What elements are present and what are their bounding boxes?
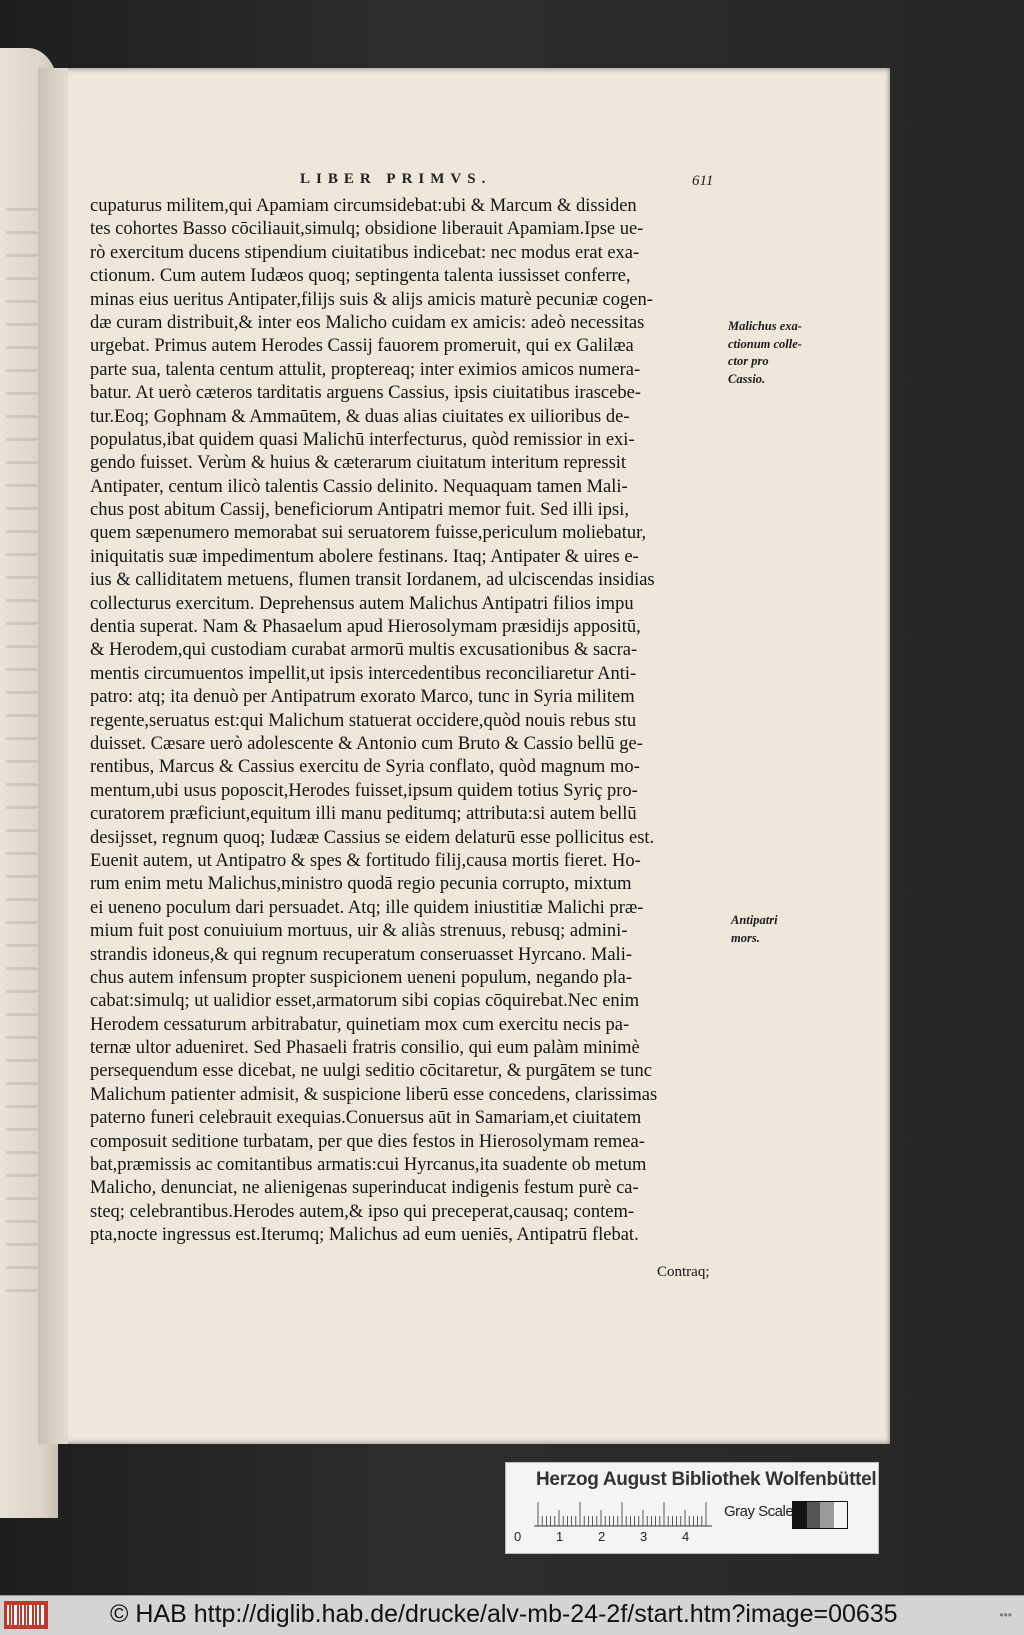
text-line: dæ curam distribuit,& inter eos Malicho cuidam ex amicis: adeò necessitas [90,312,645,333]
text-line: Antipater, centum ilicò talentis Cassio delinito. Nequaquam tamen Mali- [90,476,628,497]
text-line: desijsset, regnum quoq; Iudææ Cassius se eidem delaturū esse pollicitus est. [90,827,655,848]
text-line: Euenit autem, ut Antipatro & spes & fortitudo filij,causa mortis fieret. Ho- [90,850,641,871]
viewer-footer [0,1595,1024,1635]
gray-swatch-cell [834,1502,848,1528]
margin-note-line: Antipatri [731,913,778,927]
text-line: Herodem cessaturum arbitrabatur, quinetiam mox cum exercitu necis pa- [90,1014,630,1035]
text-line: rum enim metu Malichus,ministro quodā regio pecunia corrupto, mixtum [90,874,632,895]
text-line: duisset. Cæsare uerò adolescente & Antonio cum Bruto & Cassio bellū ge- [90,733,643,754]
text-line: pta,nocte ingressus est.Iterumq; Malichus ad eum ueniēs, Antipatrū flebat. [90,1225,639,1246]
text-line: ctionum. Cum autem Iudæos quoq; septingenta talenta iussisset conferre, [90,266,631,287]
margin-note-line: mors. [731,930,760,945]
text-line: populatus,ibat quidem quasi Malichū interfecturus, quòd remissior in exi- [90,429,635,450]
text-line: ei ueneno poculum dari persuadet. Atq; ille quidem iniustitiæ Malichi præ- [90,897,644,918]
color-calibration-card [505,1462,879,1554]
ruler-number: 3 [640,1529,648,1544]
text-line: gendo fuisset. Verùm & huius & cæterarum ciuitatum interitum repressit [90,453,627,474]
margin-note-antipatri [731,912,778,947]
text-line: rò exercitum ducens stipendium ciuitatibus indicebat: nec modus erat exa- [90,242,640,263]
margin-note-line: ctionum colle- [728,336,802,351]
text-line: & Herodem,qui custodiam curabat armorū multis excusationibus & sacra- [90,640,638,661]
text-line: Malicho, denunciat, ne alienigenas superinducat indigenis festum purè ca- [90,1178,639,1199]
body-text [90,195,726,1248]
gray-scale-label: Gray Scale [724,1503,794,1520]
text-line: steq; celebrantibus.Herodes autem,& ipso qui preceperat,causaq; contem- [90,1201,635,1222]
gray-scale-swatch [792,1501,848,1529]
text-line: cupaturus militem,qui Apamiam circumsidebat:ubi & Marcum & dissiden [90,196,637,216]
text-line: composuit seditione turbatam, per que dies festos in Hierosolymam remea- [90,1131,645,1152]
text-line: mium fuit post conuiuium mortuus, uir & aliàs strenuus, rebusq; admini- [90,921,628,942]
catchword: Contraq; [657,1264,710,1280]
margin-note-line: ctor pro [728,354,769,368]
text-line: bat,præmissis ac comitantibus armatis:cui Hyrcanus,ita suadente ob metum [90,1155,647,1176]
ruler-scale [534,1501,712,1527]
text-line: chus post abitum Cassij, beneficiorum Antipatri memor fuit. Sed illi ipsi, [90,500,630,521]
text-line: curatorem præficiunt,equitum illi manu peditumq; attributa:si autem bellū [90,804,637,825]
text-line: rentibus, Marcus & Cassius exercitu de Syria conflato, quòd magnum mo- [90,757,640,778]
text-line: ius & calliditatem metuens, flumen transit Iordanem, ad ulciscendas insidias [90,570,655,591]
library-name: Herzog August Bibliothek Wolfenbüttel [536,1469,877,1490]
text-line: iniquitatis suæ impedimentum abolere festinans. Itaq; Antipater & uires e- [90,546,639,567]
text-line: mentis circumuentos impellit,ut ipsis intercedentibus reconciliaretur Anti- [90,663,637,684]
hab-barcode-logo-icon [4,1601,48,1629]
text-line: dentia superat. Nam & Phasaelum apud Hierosolymam præsidijs appositū, [90,617,641,638]
text-line: persequendum esse dicebat, ne uulgi seditio cōcitaretur, & purgātem se tunc [90,1061,652,1082]
text-line: parte sua, talenta centum attulit, proptereaq; inter eximios amicos numera- [90,359,641,380]
text-line: regente,seruatus est:qui Malichum statuerat occidere,quòd nouis rebus stu [90,710,637,731]
text-line: collecturus exercitum. Deprehensus autem Malichus Antipatri filios impu [90,593,634,614]
gray-swatch-cell [807,1502,821,1528]
gray-swatch-cell [820,1502,834,1528]
page-gutter [38,68,68,1444]
text-line: Malichum patienter admisit, & suspicione liberū esse concedens, clarissimas [90,1084,658,1105]
ruler-number: 4 [682,1529,690,1544]
text-line: chus autem infensum propter suspicionem ueneni populum, negando pla- [90,967,633,988]
margin-note-line: Cassio. [728,371,766,386]
text-line: minas eius ueritus Antipater,filijs suis & alijs amicis maturè pecuniæ cogen- [90,289,653,310]
text-line: cabat:simulq; ut ualidior esset,armatorum sibi copias cōquirebat.Nec enim [90,991,640,1012]
text-line: quem sæpenumero memorabat sui seruatorem fuisse,periculum moliebatur, [90,523,647,544]
margin-note-malichus [728,318,802,388]
text-line: patro: atq; ita denuò per Antipatrum exorato Marco, tunc in Syria militem [90,687,635,708]
folio-number: 611 [692,173,714,189]
gray-swatch-cell [793,1502,807,1528]
text-line: tur.Eoq; Gophnam & Ammaūtem, & duas alias ciuitates ex uilioribus de- [90,406,630,427]
text-line: batur. At uerò cæteros tarditatis arguens Cassius, ipsis ciuitatibus irascebe- [90,383,641,404]
text-line: ternæ ultor adueniret. Sed Phasaeli fratris consilio, qui eum palàm minimè [90,1038,640,1059]
text-line: tes cohortes Basso cōciliauit,simulq; obsidione liberauit Apamiam.Ipse ue- [90,219,644,240]
ruler-number: 1 [556,1529,564,1544]
margin-note-line: Malichus exa- [728,319,802,333]
text-line: urgebat. Primus autem Herodes Cassij fauorem promeruit, qui ex Galilæa [90,336,634,357]
more-options-icon[interactable]: ••• [999,1608,1012,1622]
ruler-number: 2 [598,1529,606,1544]
text-line: strandis idoneus,& qui regnum recuperatum conseruasset Hyrcano. Mali- [90,944,633,965]
ruler-number: 0 [514,1529,522,1544]
source-url-text: © HAB http://diglib.hab.de/drucke/alv-mb-24-2f/start.htm?image=00635 [110,1600,898,1628]
text-line: paterno funeri celebrauit exequias.Conuersus aūt in Samariam,et ciuitatem [90,1108,642,1129]
text-line: mentum,ubi usus poposcit,Herodes fuisset,ipsum quidem totius Syriç pro- [90,780,638,801]
running-head: LIBER PRIMVS. [300,171,492,187]
